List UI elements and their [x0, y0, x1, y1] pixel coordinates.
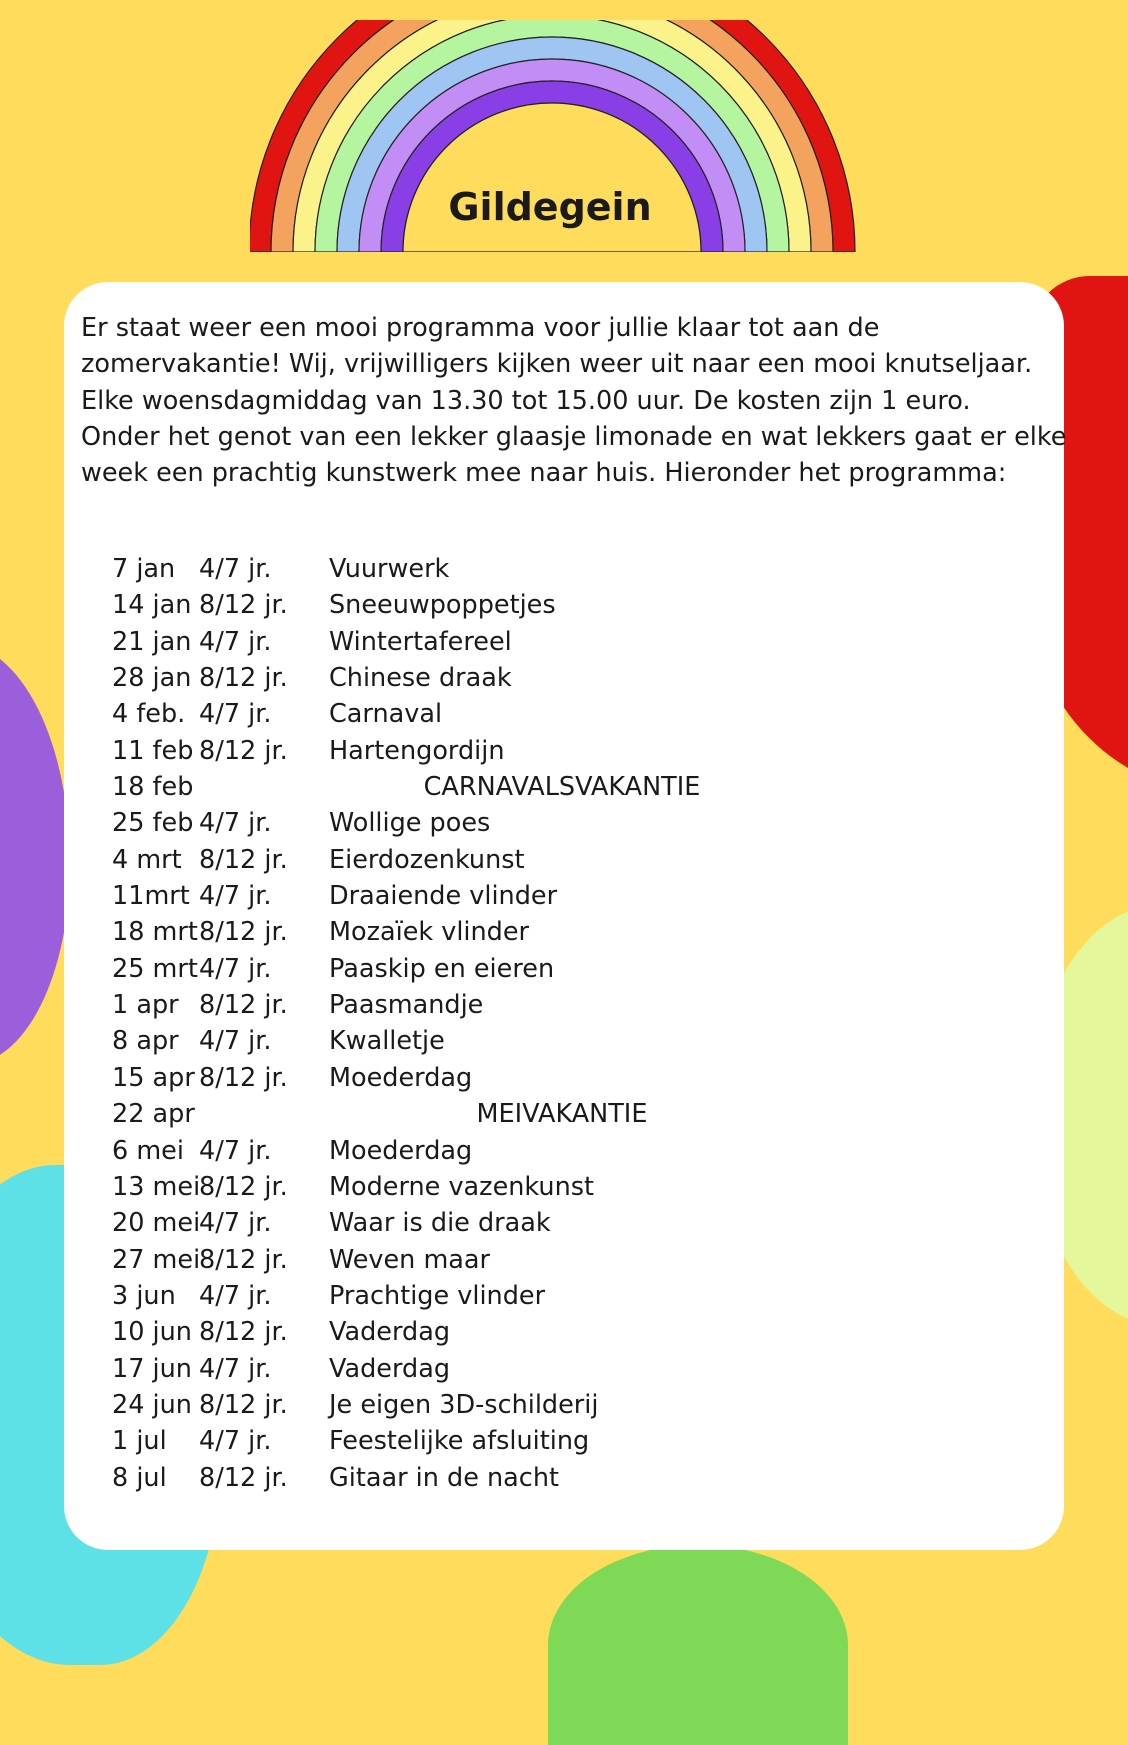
schedule-activity: Gitaar in de nacht	[329, 1462, 559, 1493]
schedule-date: 25 mrt	[112, 953, 198, 984]
schedule-activity: Paaskip en eieren	[329, 953, 555, 984]
schedule-date: 6 mei	[112, 1135, 184, 1166]
schedule-activity: Vuurwerk	[329, 554, 450, 584]
schedule-date: 24 jun	[112, 1389, 192, 1420]
schedule-date: 14 jan	[112, 590, 192, 621]
schedule-activity: Paasmandje	[329, 990, 484, 1021]
schedule-date: 25 feb	[112, 808, 194, 839]
schedule-date: 4 mrt	[112, 844, 182, 875]
schedule-date: 10 jun	[112, 1317, 192, 1348]
schedule-age-group: 8/12 jr.	[199, 663, 288, 694]
schedule-date: 20 mei	[112, 1208, 201, 1239]
schedule-date: 13 mei	[112, 1171, 201, 1202]
schedule-row	[112, 1423, 1012, 1459]
schedule-date: 27 mei	[112, 1244, 201, 1275]
schedule-activity: Kwalletje	[329, 1026, 445, 1057]
schedule-age-group: 8/12 jr.	[199, 844, 288, 875]
schedule-activity: Draaiende vlinder	[329, 881, 558, 912]
schedule-activity: Chinese draak	[329, 663, 512, 694]
schedule-row	[112, 914, 1012, 950]
schedule-age-group: 8/12 jr.	[199, 917, 288, 948]
schedule-age-group: 8/12 jr.	[199, 990, 288, 1021]
schedule-age-group: 4/7 jr.	[199, 881, 272, 912]
schedule-age-group: 8/12 jr.	[199, 735, 288, 766]
intro-text	[81, 310, 1067, 491]
schedule-age-group: 8/12 jr.	[199, 1462, 288, 1493]
schedule-row	[112, 987, 1012, 1023]
schedule-row	[112, 1242, 1012, 1278]
rainbow-logo	[250, 20, 870, 252]
schedule-row	[112, 1169, 1012, 1205]
schedule-age-group: 8/12 jr.	[199, 1244, 288, 1275]
schedule-date: 18 mrt	[112, 917, 198, 948]
intro-line: Elke woensdagmiddag van 13.30 tot 15.00 uur. De kosten zijn 1 euro.	[81, 385, 971, 416]
schedule-activity: Mozaïek vlinder	[329, 917, 530, 948]
schedule-activity: Wollige poes	[329, 808, 491, 839]
schedule-age-group: 8/12 jr.	[199, 1389, 288, 1420]
schedule-row	[112, 951, 1012, 987]
schedule-activity: Moederdag	[329, 1062, 473, 1093]
schedule-activity: MEIVAKANTIE	[476, 1099, 648, 1130]
schedule-activity: Feestelijke afsluiting	[329, 1426, 590, 1457]
schedule-age-group: 4/7 jr.	[199, 699, 272, 730]
schedule-row	[112, 624, 1012, 660]
schedule-row	[112, 551, 1012, 587]
schedule-date: 11mrt	[112, 881, 190, 912]
schedule-date: 22 apr	[112, 1099, 195, 1130]
schedule-date: 8 apr	[112, 1026, 179, 1057]
schedule-row	[112, 696, 1012, 732]
schedule-date: 1 jul	[112, 1426, 167, 1457]
schedule-row	[112, 660, 1012, 696]
schedule-age-group: 4/7 jr.	[199, 1026, 272, 1057]
schedule-row	[112, 1278, 1012, 1314]
schedule-row	[112, 1314, 1012, 1350]
schedule-age-group: 8/12 jr.	[199, 590, 288, 621]
schedule-activity: Moederdag	[329, 1135, 473, 1166]
schedule-row	[112, 1205, 1012, 1241]
schedule-date: 11 feb	[112, 735, 194, 766]
schedule-age-group: 4/7 jr.	[199, 554, 272, 584]
schedule-activity: Carnaval	[329, 699, 443, 730]
schedule-date: 17 jun	[112, 1353, 192, 1384]
logo-title: Gildegein	[448, 185, 652, 229]
schedule-date: 28 jan	[112, 663, 192, 694]
intro-line: Onder het genot van een lekker glaasje limonade en wat lekkers gaat er elke	[81, 421, 1067, 452]
schedule-row	[112, 1133, 1012, 1169]
program-card	[64, 282, 1067, 1550]
schedule-vacation-row	[112, 769, 1012, 805]
schedule-row	[112, 878, 1012, 914]
schedule-age-group: 4/7 jr.	[199, 1353, 272, 1384]
schedule-date: 8 jul	[112, 1462, 167, 1493]
schedule-date: 15 apr	[112, 1062, 195, 1093]
schedule-row	[112, 1387, 1012, 1423]
intro-line: Er staat weer een mooi programma voor jullie klaar tot aan de	[81, 313, 880, 343]
schedule-row	[112, 1460, 1012, 1496]
schedule-row	[112, 1060, 1012, 1096]
schedule-date: 3 jun	[112, 1280, 176, 1311]
schedule-activity: Hartengordijn	[329, 735, 505, 766]
schedule-date: 4 feb.	[112, 699, 186, 730]
schedule-activity: CARNAVALSVAKANTIE	[423, 772, 701, 803]
decorative-purple-shape	[0, 644, 70, 1064]
intro-line: week een prachtig kunstwerk mee naar huis. Hieronder het programma:	[81, 458, 1007, 489]
schedule-activity: Je eigen 3D-schilderij	[329, 1389, 599, 1420]
intro-line: zomervakantie! Wij, vrijwilligers kijken weer uit naar een mooi knutseljaar.	[81, 349, 1033, 380]
schedule-list	[112, 551, 1012, 1496]
schedule-age-group: 4/7 jr.	[199, 1208, 272, 1239]
schedule-vacation-row	[112, 1096, 1012, 1132]
schedule-activity: Prachtige vlinder	[329, 1280, 546, 1311]
schedule-row	[112, 733, 1012, 769]
schedule-age-group: 4/7 jr.	[199, 1426, 272, 1457]
schedule-activity: Moderne vazenkunst	[329, 1171, 595, 1202]
schedule-age-group: 8/12 jr.	[199, 1062, 288, 1093]
schedule-activity: Sneeuwpoppetjes	[329, 590, 556, 621]
schedule-row	[112, 1351, 1012, 1387]
decorative-green-shape	[548, 1545, 848, 1745]
schedule-date: 7 jan	[112, 554, 176, 584]
schedule-date: 1 apr	[112, 990, 179, 1021]
schedule-row	[112, 805, 1012, 841]
schedule-row	[112, 1023, 1012, 1059]
schedule-date: 18 feb	[112, 772, 194, 803]
schedule-activity: Vaderdag	[329, 1317, 451, 1348]
schedule-date: 21 jan	[112, 626, 192, 657]
schedule-activity: Eierdozenkunst	[329, 844, 525, 875]
schedule-row	[112, 842, 1012, 878]
schedule-age-group: 8/12 jr.	[199, 1171, 288, 1202]
schedule-age-group: 4/7 jr.	[199, 808, 272, 839]
schedule-age-group: 8/12 jr.	[199, 1317, 288, 1348]
schedule-age-group: 4/7 jr.	[199, 953, 272, 984]
schedule-age-group: 4/7 jr.	[199, 1135, 272, 1166]
schedule-activity: Wintertafereel	[329, 626, 512, 657]
schedule-activity: Waar is die draak	[329, 1208, 551, 1239]
schedule-activity: Weven maar	[329, 1244, 491, 1275]
schedule-activity: Vaderdag	[329, 1353, 451, 1384]
schedule-row	[112, 587, 1012, 623]
schedule-age-group: 4/7 jr.	[199, 626, 272, 657]
schedule-age-group: 4/7 jr.	[199, 1280, 272, 1311]
